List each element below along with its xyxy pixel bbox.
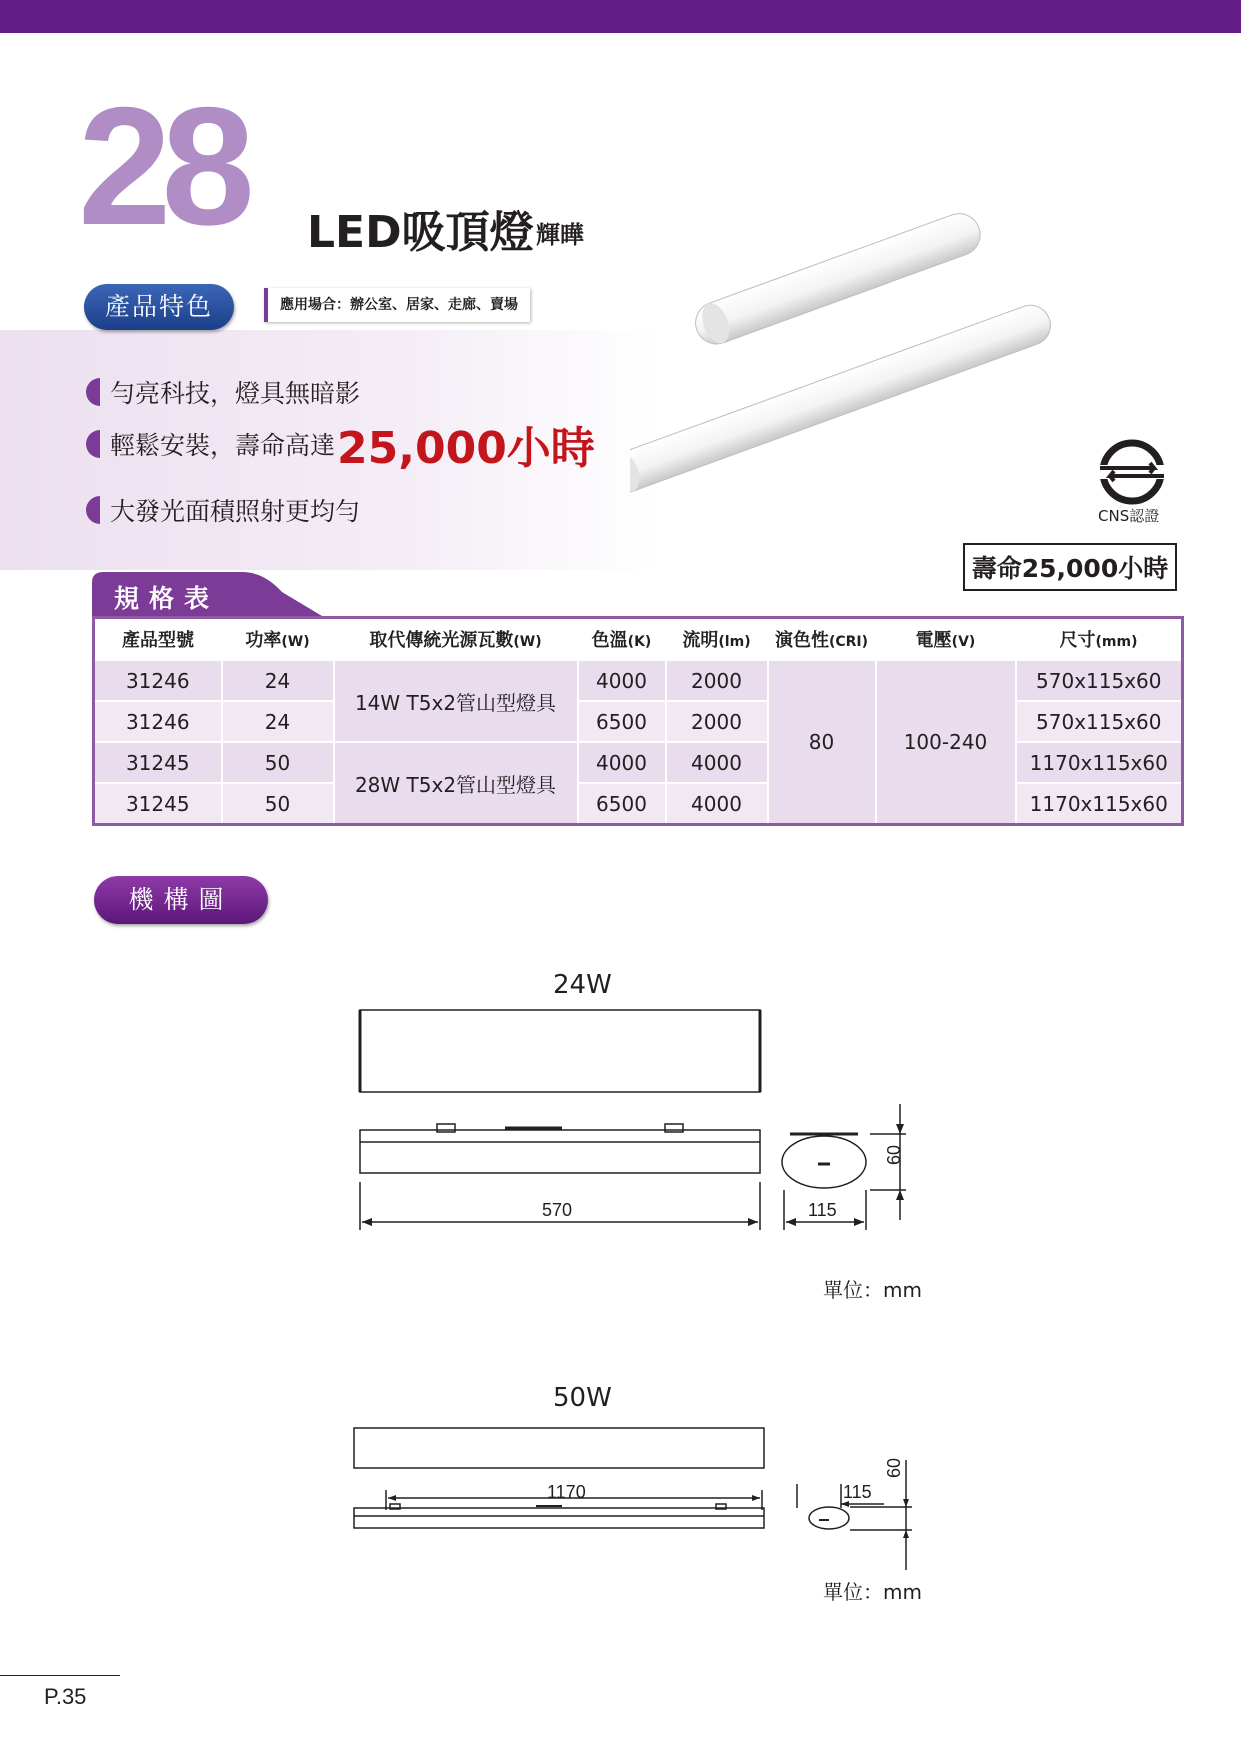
structure-pill: 機構圖	[94, 876, 268, 924]
cell-lumen: 2000	[666, 701, 768, 742]
header-power: 功率(W)	[222, 618, 334, 661]
table-row	[94, 660, 1183, 701]
table-row	[94, 701, 1183, 742]
feature-item	[86, 423, 595, 474]
footer-page-number: P.35	[44, 1684, 87, 1709]
product-title: LED吸頂燈	[307, 207, 534, 258]
dimension-height: 60	[884, 1457, 904, 1478]
lifespan-box: 壽命25,000小時	[963, 543, 1177, 591]
bullet-icon	[86, 496, 100, 524]
cell-power: 50	[222, 783, 334, 825]
cell-replacement: 14W T5x2管山型燈具	[334, 660, 578, 742]
header-voltage: 電壓(V)	[876, 618, 1016, 661]
end-view	[809, 1507, 849, 1529]
side-view	[354, 1508, 764, 1528]
long-fixture	[630, 300, 1056, 498]
header-cri: 演色性(CRI)	[768, 618, 876, 661]
top-view	[354, 1428, 764, 1468]
cell-color-temp: 4000	[578, 742, 666, 783]
side-view	[360, 1130, 760, 1173]
cell-power: 24	[222, 660, 334, 701]
cell-lumen: 4000	[666, 742, 768, 783]
header-replacement: 取代傳統光源瓦數(W)	[334, 618, 578, 661]
cell-model: 31245	[94, 783, 222, 825]
cell-lumen: 4000	[666, 783, 768, 825]
short-fixture	[690, 210, 986, 350]
spec-table	[92, 616, 1184, 826]
footer-divider	[0, 1675, 120, 1676]
cell-replacement: 28W T5x2管山型燈具	[334, 742, 578, 825]
header-size: 尺寸(mm)	[1016, 618, 1183, 661]
product-image	[630, 210, 1130, 500]
cell-cri: 80	[768, 660, 876, 825]
table-row	[94, 783, 1183, 825]
feature-item	[86, 490, 360, 530]
dimension-width: 115	[808, 1200, 837, 1220]
header-lumen: 流明(lm)	[666, 618, 768, 661]
product-subtitle: 輝曄	[536, 221, 584, 249]
drawing-24w	[340, 1000, 940, 1240]
drawing-title-24w: 24W	[553, 970, 612, 1000]
cns-certification-icon	[1096, 438, 1168, 506]
cell-model: 31246	[94, 660, 222, 701]
dimension-length: 570	[542, 1200, 573, 1220]
features-pill: 產品特色	[84, 284, 234, 330]
feature-text: 大發光面積照射更均勻	[110, 497, 361, 526]
cell-size: 1170x115x60	[1016, 783, 1183, 825]
header-color-temp: 色溫(K)	[578, 618, 666, 661]
feature-text: 輕鬆安裝，壽命高達	[110, 431, 336, 460]
cell-size: 570x115x60	[1016, 701, 1183, 742]
cell-size: 1170x115x60	[1016, 742, 1183, 783]
cell-color-temp: 4000	[578, 660, 666, 701]
cell-size: 570x115x60	[1016, 660, 1183, 701]
unit-label-24w: 單位：mm	[823, 1278, 922, 1302]
cell-color-temp: 6500	[578, 701, 666, 742]
feature-item	[86, 372, 360, 412]
spec-tab-label: 規格表	[114, 584, 220, 613]
table-header-row	[94, 618, 1183, 661]
top-view	[360, 1010, 760, 1092]
page-number-big: 28	[78, 72, 245, 260]
feature-text: 勻亮科技，燈具無暗影	[110, 379, 361, 408]
cell-model: 31246	[94, 701, 222, 742]
top-bar	[0, 0, 1241, 33]
cell-model: 31245	[94, 742, 222, 783]
drawing-title-50w: 50W	[553, 1383, 612, 1413]
cell-power: 50	[222, 742, 334, 783]
cns-label: CNS認證	[1098, 507, 1160, 525]
dimension-length: 1170	[547, 1482, 586, 1502]
cell-lumen: 2000	[666, 660, 768, 701]
dimension-height: 60	[884, 1144, 904, 1165]
table-row	[94, 742, 1183, 783]
dimension-width: 115	[843, 1482, 872, 1502]
feature-highlight: 25,000小時	[337, 423, 595, 474]
usage-label: 應用場合：辦公室、居家、走廊、賣場	[264, 288, 530, 322]
bullet-icon	[86, 378, 100, 406]
unit-label-50w: 單位：mm	[823, 1580, 922, 1604]
header-model: 產品型號	[94, 618, 222, 661]
end-view	[782, 1136, 866, 1188]
bullet-icon	[86, 430, 100, 458]
cell-power: 24	[222, 701, 334, 742]
cell-color-temp: 6500	[578, 783, 666, 825]
drawing-50w	[340, 1410, 940, 1570]
cell-voltage: 100-240	[876, 660, 1016, 825]
